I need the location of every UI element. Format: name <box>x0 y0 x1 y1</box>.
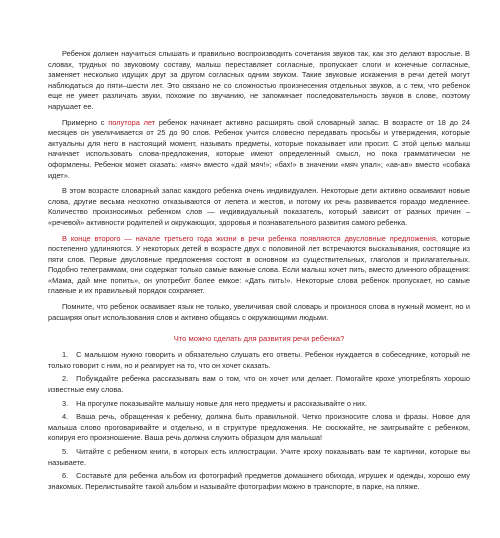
paragraph-text: ребенок начинает активно расширять свой словарный запас. В возрасте от 18 до 24 месяцев он увеличивается от 25 до 90 слов. Ребенок учится словесно передавать просьбы и утверждения, которые актуальны для него в настоящий момент, называть предметы, которые показывает или просит. С этой целью малыш начинает использовать слова-предложения, которые имеют определенный смысл, но пока грамматически не оформлены. Ребенок может сказать: «мяч» вместо «дай мяч!»; «бах!» в значении «мяч упал»; «ав-ав» вместо «собака идет». <box>48 117 470 180</box>
paragraph-text: Примерно с <box>62 117 109 127</box>
list-item-number: 6. <box>62 471 69 481</box>
paragraph-sound-pronunciation: Ребенок должен научиться слышать и правильно воспроизводить сочетания звуков так, как это делают взрослые. В словах, трудных по звуковому составу, малыш переставляет согласные, пропускает слоги и конечные согласные, заменяет несколько идущих друг за другом согласных одним звуком. Такие звуковые искажения в речи детей могут наблюдаться до пяти–шести лет. Это связано не со сложностью произнесения отдельных звуков, а с тем, что ребенок еще не умеет различать звуки, похожие по звучанию, не запоминает последовательность звуков в слове, поэтому нарушает ее. <box>48 49 470 111</box>
paragraph-text: которые постепенно удлиняются. У некоторых детей в возрасте двух с половиной лет встречаются высказывания, состоящие из пяти слов. Первые двусловные предложения состоят в основном из существительных, глаголов и прилагательных. Подобно телеграммам, они содержат только самые важные слова. Если малыш хочет пить, вместо длинного обращения: «Мама, дай мне попить», он употребит более емкое: «Дать пить!». Некоторые слова ребенок пропускает, но самые главные и их правильный порядок сохраняет. <box>48 233 470 296</box>
paragraph-individual-vocabulary: В этом возрасте словарный запас каждого ребенка очень индивидуален. Некоторые дети активно осваивают новые слова, другие весьма неохотно отказываются от лепета и жестов, и потому их речь развивается гораздо медленнее. Количество произносимых ребенком слов — индивидуальный показатель, который зависит от разных причин – «речевой» активности родителей и окружающих, здоровья и познавательного развития самого ребенка. <box>48 186 470 227</box>
highlight-age: полутора лет <box>108 117 156 127</box>
list-item <box>48 399 470 410</box>
paragraph-vocabulary-growth <box>48 118 470 182</box>
list-item <box>48 447 470 468</box>
list-item <box>48 374 470 395</box>
paragraph-language-experience: Помните, что ребенок осваивает язык не только, увеличивая свой словарь и произнося слова в нужный момент, но и расширяя опыт использования слов и активно общаясь с окружающими людьми. <box>48 302 470 322</box>
list-item-text: Побуждайте ребенка рассказывать вам о том, что он хочет или делает. Помогайте крохе употреблять хорошо известные ему слова. <box>48 374 470 395</box>
list-item-text: Составьте для ребенка альбом из фотографий предметов домашнего обихода, игрушек и одежды, хорошо ему знакомых. Перелистывайте такой альбом и называйте фотографии можно в транспорте, в парке, на пляже. <box>48 471 470 491</box>
list-item-number: 5. <box>62 447 69 456</box>
section-heading: Что можно сделать для развития речи ребенка? <box>173 334 345 344</box>
list-item <box>48 471 470 492</box>
list-item <box>48 350 470 371</box>
list-item-text: С малышом нужно говорить и обязательно слушать его ответы. Ребенок нуждается в собеседнике, который не только говорит с ним, но и реагирует на то, что он хочет сказать. <box>48 350 470 370</box>
list-item-text: Ваша речь, обращенная к ребенку, должна быть правильной. Четко произносите слова и фразы. Новое для малыша слово проговаривайте и отдельно, и в структуре предложения. Не сюсюкайте, не заигрывайте с ребенком, копируя его произношение. Ваша речь должна служить образцом для малыша! <box>48 412 470 443</box>
paragraph-two-word-sentences <box>48 234 470 298</box>
list-item-text: Читайте с ребенком книги, в которых есть иллюстрации. Учите кроху показывать вам те картинки, которые вы называете. <box>48 447 470 467</box>
list-item-number: 1. <box>62 350 69 360</box>
list-item-number: 3. <box>62 398 69 408</box>
highlight-two-word-sentences: В конце второго — начале третьего года жизни в речи ребенка появляются двусловные предложения, <box>62 233 438 243</box>
tips-list <box>48 350 470 492</box>
list-item <box>48 412 470 444</box>
list-item-number: 4. <box>62 412 69 422</box>
list-item-number: 2. <box>62 374 69 384</box>
list-item-text: На прогулке показывайте малышу новые для него предметы и рассказывайте о них. <box>76 398 368 408</box>
